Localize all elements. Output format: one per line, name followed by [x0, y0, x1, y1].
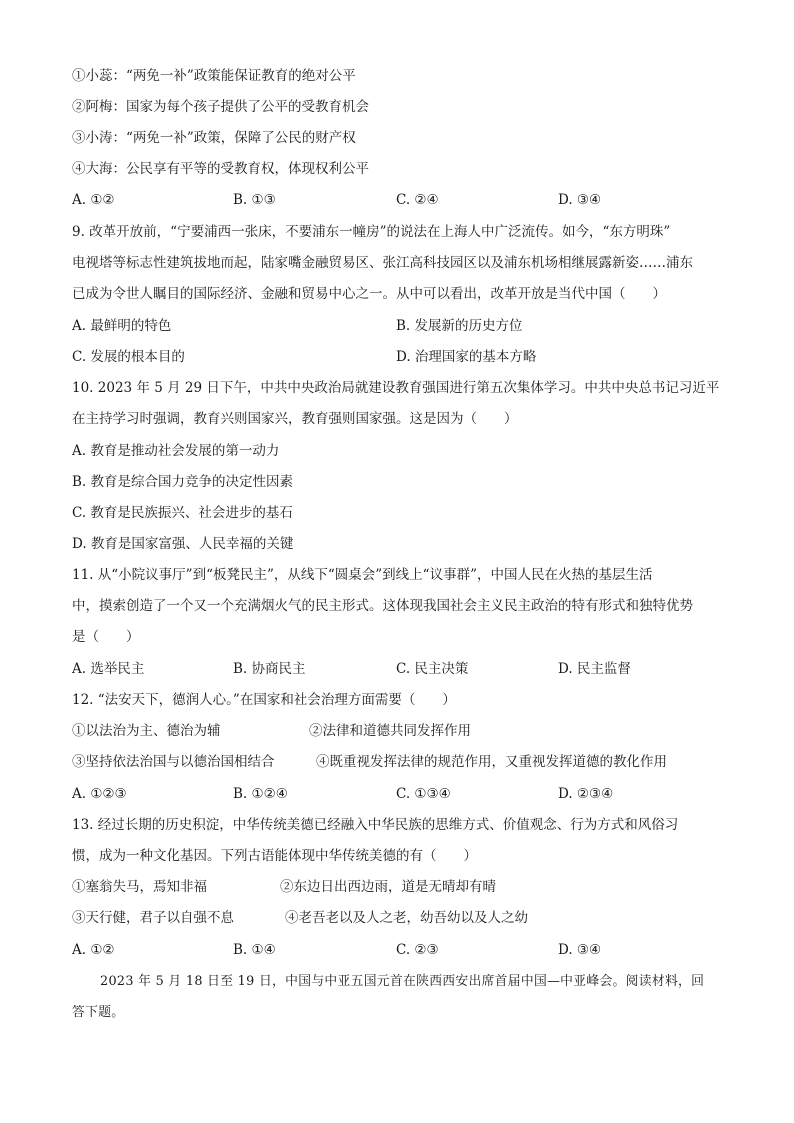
q12-stem: 12. “法安天下，德润人心。”在国家和社会治理方面需要（ ） — [72, 692, 456, 708]
q12-option-d: D. ②③④ — [558, 786, 614, 802]
q12-statement-2: ②法律和道德共同发挥作用 — [309, 723, 471, 739]
material-intro-line-2: 答下题。 — [72, 1005, 125, 1020]
q12-statement-1: ①以法治为主、德治为辅 — [72, 723, 221, 739]
q8-statement-1: ①小蕊：“两免一补”政策能保证教育的绝对公平 — [72, 68, 356, 84]
q13-statement-1: ①塞翁失马，焉知非福 — [72, 879, 207, 895]
q12-statement-4: ④既重视发挥法律的规范作用，又重视发挥道德的教化作用 — [316, 754, 667, 770]
q9-stem-line-2: 电视塔等标志性建筑拔地而起，陆家嘴金融贸易区、张江高科技园区以及浦东机场相继展露新姿……浦东 — [72, 255, 693, 271]
q11-option-b: B. 协商民主 — [233, 661, 306, 677]
q8-option-c: C. ②④ — [396, 192, 439, 208]
q13-option-d: D. ③④ — [558, 942, 602, 958]
q10-stem-line-1: 10. 2023 年 5 月 29 日下午，中共中央政治局就建设教育强国进行第五次集体学习。中共中央总书记习近平 — [72, 380, 720, 396]
q11-stem-line-2: 中，摸索创造了一个又一个充满烟火气的民主形式。这体现我国社会主义民主政治的特有形式和独特优势 — [72, 598, 693, 614]
q12-option-b: B. ①②④ — [233, 786, 288, 802]
q13-stem-line-2: 惯，成为一种文化基因。下列古语能体现中华传统美德的有（ ） — [72, 848, 477, 864]
q13-statement-4: ④老吾老以及人之老，幼吾幼以及人之幼 — [285, 910, 528, 926]
q11-option-c: C. 民主决策 — [396, 661, 469, 677]
q8-statement-2: ②阿梅：国家为每个孩子提供了公平的受教育机会 — [72, 99, 369, 115]
q13-stem-line-1: 13. 经过长期的历史积淀，中华传统美德已经融入中华民族的思维方式、价值观念、行为方式和风俗习 — [72, 817, 679, 833]
q10-option-a: A. 教育是推动社会发展的第一动力 — [72, 443, 280, 459]
q13-option-b: B. ①④ — [233, 942, 276, 958]
q11-stem-line-3: 是（ ） — [72, 629, 140, 645]
q8-statement-3: ③小涛：“两免一补”政策，保障了公民的财产权 — [72, 130, 356, 146]
q9-option-c: C. 发展的根本目的 — [72, 349, 185, 365]
q9-stem-line-3: 已成为令世人瞩目的国际经济、金融和贸易中心之一。从中可以看出，改革开放是当代中国（ ） — [72, 286, 666, 302]
q13-option-c: C. ②③ — [396, 942, 439, 958]
q12-statement-3: ③坚持依法治国与以德治国相结合 — [72, 754, 275, 770]
q13-statement-2: ②东边日出西边雨，道是无晴却有晴 — [280, 879, 496, 895]
q13-option-a: A. ①② — [72, 942, 115, 958]
material-intro-line-1: 2023 年 5 月 18 日至 19 日，中国与中亚五国元首在陕西西安出席首届中国—中亚峰会。阅读材料，回 — [100, 974, 705, 989]
q10-option-b: B. 教育是综合国力竞争的决定性因素 — [72, 474, 294, 490]
q13-statement-3: ③天行健，君子以自强不息 — [72, 910, 234, 926]
q10-stem-line-2: 在主持学习时强调，教育兴则国家兴，教育强则国家强。这是因为（ ） — [72, 411, 518, 427]
q11-stem-line-1: 11. 从“小院议事厅”到“板凳民主”，从线下“圆桌会”到线上“议事群”，中国人民在火热的基层生活 — [72, 567, 653, 583]
q9-option-b: B. 发展新的历史方位 — [396, 318, 523, 334]
q10-option-d: D. 教育是国家富强、人民幸福的关键 — [72, 536, 294, 552]
q8-option-b: B. ①③ — [233, 192, 276, 208]
q9-option-a: A. 最鲜明的特色 — [72, 318, 172, 334]
q12-option-a: A. ①②③ — [72, 786, 127, 802]
q8-option-d: D. ③④ — [558, 192, 602, 208]
q8-option-a: A. ①② — [72, 192, 115, 208]
q9-option-d: D. 治理国家的基本方略 — [396, 349, 537, 365]
q8-statement-4: ④大海：公民享有平等的受教育权，体现权利公平 — [72, 161, 369, 177]
q9-stem-line-1: 9. 改革开放前，“宁要浦西一张床，不要浦东一幢房”的说法在上海人中广泛流传。如今，“东方明珠” — [72, 224, 671, 240]
q10-option-c: C. 教育是民族振兴、社会进步的基石 — [72, 505, 293, 521]
q12-option-c: C. ①③④ — [396, 786, 451, 802]
q11-option-d: D. 民主监督 — [558, 661, 631, 677]
q11-option-a: A. 选举民主 — [72, 661, 145, 677]
